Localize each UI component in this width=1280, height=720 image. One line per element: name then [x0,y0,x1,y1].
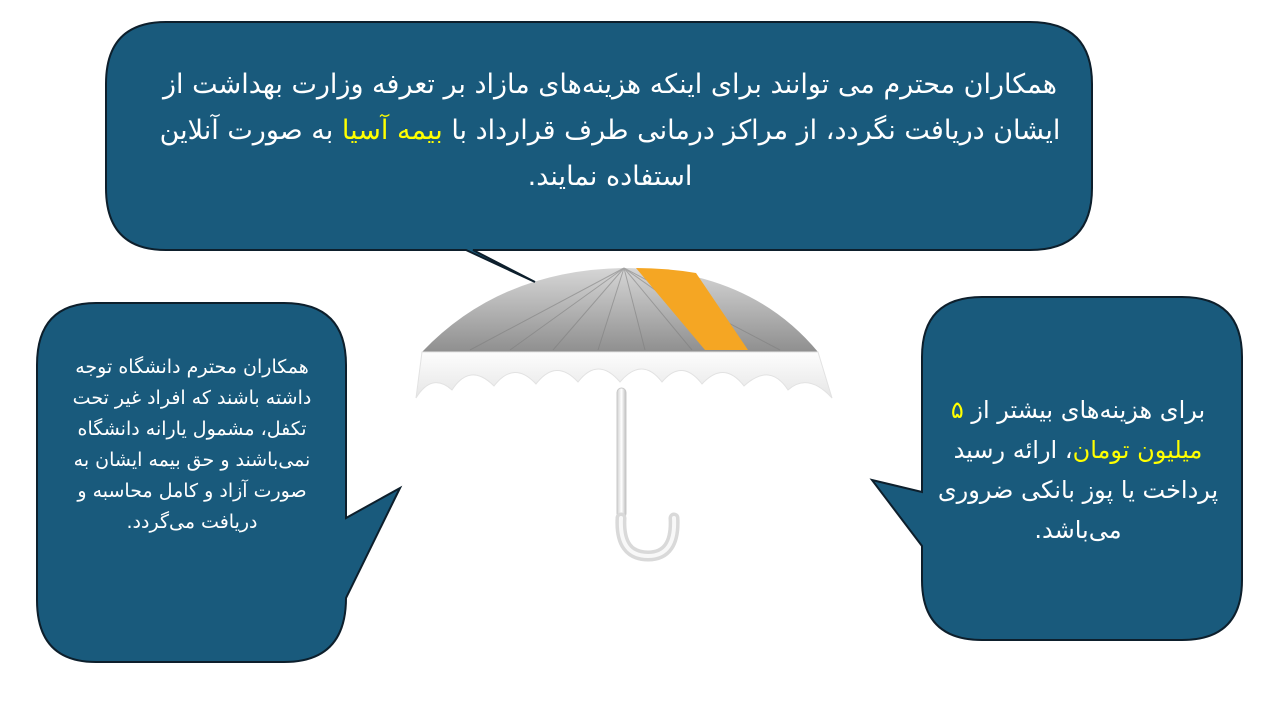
umbrella-icon [416,268,832,556]
amount-highlight: ۵ میلیون تومان [950,396,1203,464]
right-bubble-text-part2: ، ارائه رسید پرداخت یا پوز بانکی ضروری می‌باشد. [937,436,1219,544]
umbrella-shaft [617,388,626,518]
top-bubble-text-part1: همکاران محترم می توانند برای اینکه هزینه‌های مازاد بر تعرفه وزارت بهداشت از ایشان دریافت نگردد، از مراکز درمانی طرف قرارداد با [162,69,1061,146]
insurance-name-highlight: بیمه آسیا [341,115,443,146]
right-bubble-text [934,390,1222,550]
left-bubble-text: همکاران محترم دانشگاه توجه داشته باشند که افراد غیر تحت تکفل، مشمول یارانه دانشگاه نمی‌باشند و حق بیمه ایشان به صورت آزاد و کامل محاسبه و دریافت می‌گردد. [72,356,312,533]
top-bubble-text-part2: به صورت آنلاین استفاده نمایند. [159,115,693,192]
right-bubble-text-part1: برای هزینه‌های بیشتر از [971,396,1206,424]
top-bubble-text [140,62,1080,200]
